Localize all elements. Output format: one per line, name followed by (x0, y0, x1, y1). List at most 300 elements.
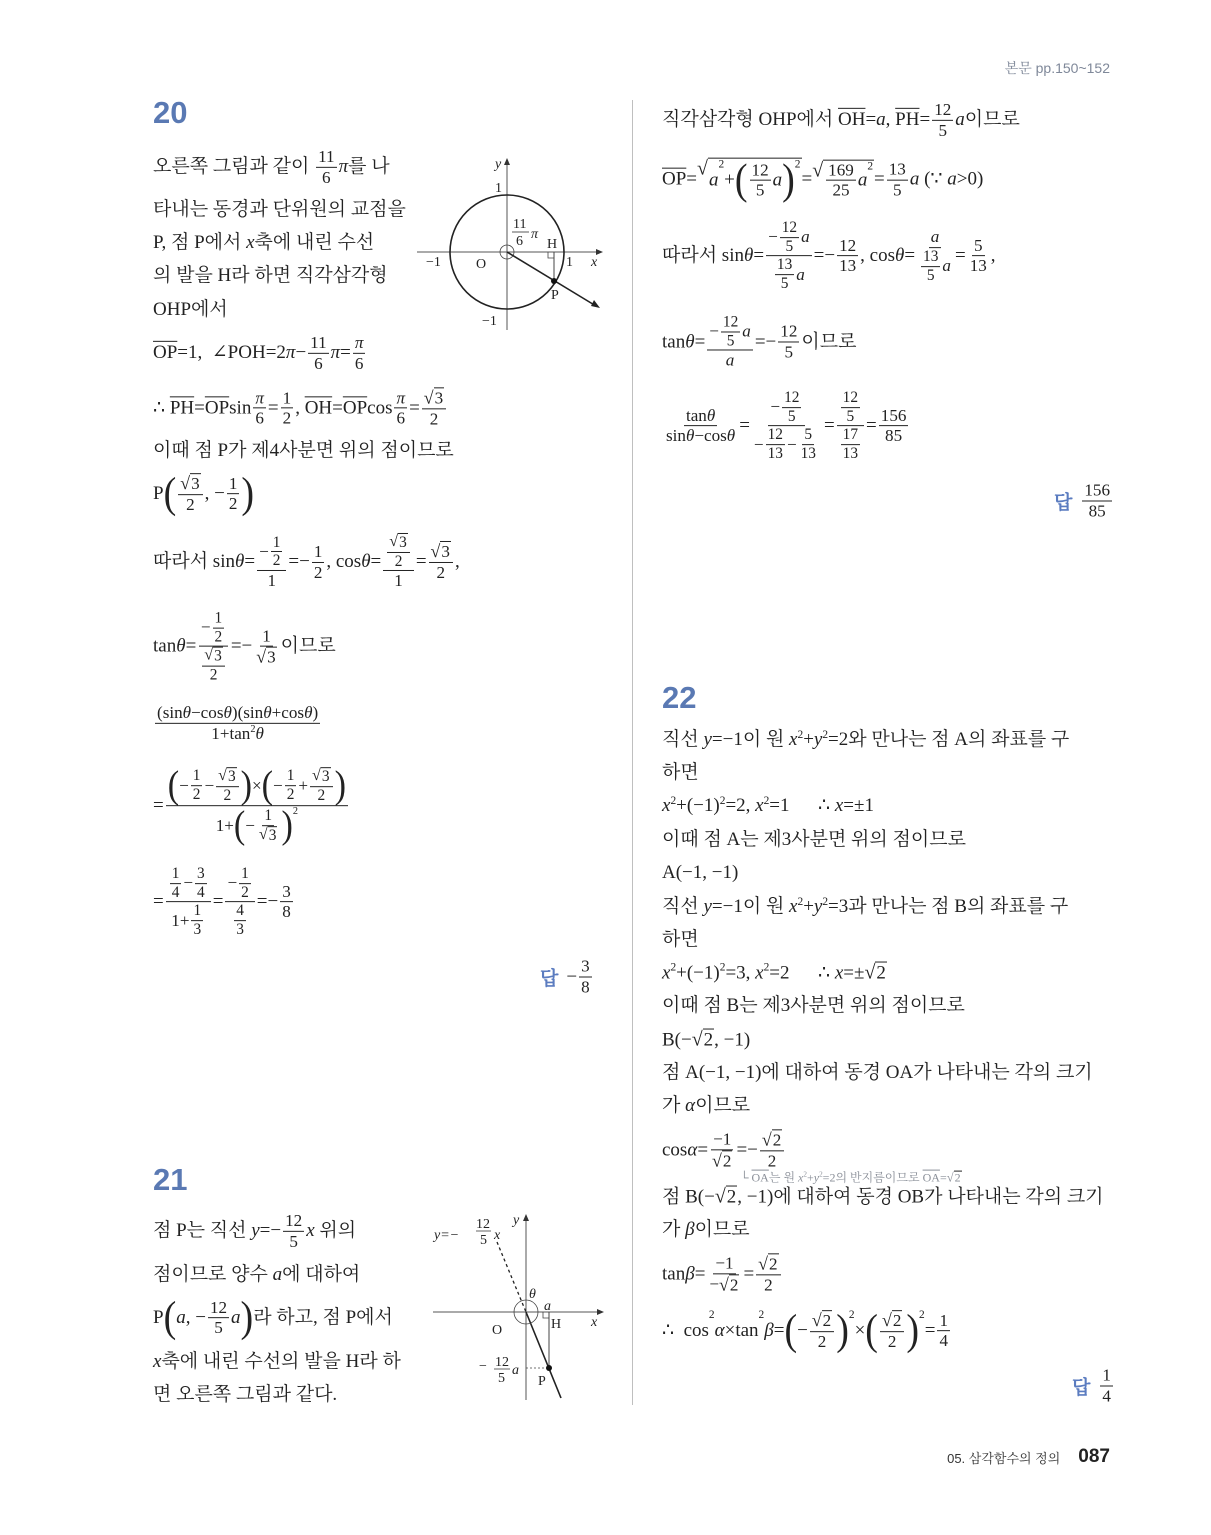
text-run: = (954, 245, 966, 267)
svg-text:π: π (531, 227, 539, 242)
radical-sign: √ (761, 1129, 772, 1150)
fraction-numerator (234, 903, 246, 922)
math-variable: y (703, 729, 712, 751)
math-variable: a (708, 169, 719, 191)
radical-sign: √ (180, 473, 191, 494)
fraction-numerator (760, 1129, 784, 1151)
fraction-denominator (883, 427, 904, 447)
text-run: 이때 점 B는 제3사분면 위의 점이므로 (662, 995, 965, 1017)
fraction-numerator (422, 387, 446, 409)
fraction-numerator (778, 322, 799, 343)
text-run: 하면 (662, 762, 699, 784)
svg-text:11: 11 (513, 217, 527, 232)
text-run: 1 (171, 865, 180, 883)
text-run: = (865, 109, 877, 131)
text-run: 2 (887, 1332, 897, 1351)
fraction-denominator (752, 427, 822, 463)
math-fraction (383, 533, 414, 591)
svg-text:1: 1 (495, 181, 502, 196)
math-fraction (429, 541, 453, 582)
text-run: −1 (715, 1253, 734, 1273)
text-run: =− (736, 1139, 758, 1161)
text-run: = (697, 1139, 709, 1161)
math-fraction (752, 389, 822, 463)
superscript: 2 (250, 723, 256, 735)
text-run: P (153, 483, 164, 505)
fraction-numerator (841, 389, 860, 408)
text-run: 6 (322, 167, 331, 187)
square-root (259, 826, 278, 845)
text-run: − (768, 227, 778, 247)
answer-label: 답 (540, 968, 559, 990)
fraction-numerator (937, 1311, 950, 1332)
text-run: − (753, 434, 764, 454)
fraction-numerator (711, 1129, 733, 1150)
overline-segment: $\overline{OP}$ (342, 397, 368, 419)
fraction-denominator (830, 181, 851, 201)
text-run: =2의 반지름이므로 (822, 1170, 923, 1185)
fraction-numerator (880, 1310, 904, 1332)
math-fraction (710, 1129, 734, 1170)
unit-circle-diagram (410, 150, 620, 340)
math-variable: a (176, 1307, 186, 1329)
text-run: 2 (876, 962, 886, 984)
text-run: 12 (751, 160, 769, 180)
radical-sign: √ (389, 532, 399, 550)
math-variable: a (796, 264, 805, 284)
superscript: 2 (822, 896, 829, 909)
text-run: 2 (892, 1311, 902, 1331)
text-run: = (753, 245, 765, 267)
fraction-numerator (826, 160, 856, 181)
text-run: 5 (785, 237, 794, 255)
text-run: = (194, 397, 205, 419)
radicand (726, 1186, 738, 1209)
superscript: 2 (797, 896, 804, 909)
text-run: 1 (264, 807, 273, 825)
text-run: = (370, 551, 382, 573)
fraction-numerator (972, 236, 985, 257)
text-run: 를 나 (348, 156, 390, 178)
math-fraction (227, 474, 240, 514)
fraction-denominator (184, 495, 197, 515)
math-variable: θ (263, 702, 272, 722)
radical-sign: √ (812, 159, 824, 182)
text-run: = (743, 1263, 755, 1285)
superscript: 2 (718, 158, 725, 171)
radicand (722, 1150, 733, 1171)
text-run: − (709, 1274, 720, 1294)
fraction-numerator (750, 160, 771, 181)
solution-line (153, 387, 448, 428)
text-run: = (694, 1263, 706, 1285)
text-run: A(−1, −1) (662, 862, 739, 884)
radicand (703, 1029, 715, 1052)
fraction-denominator (254, 647, 278, 668)
fraction-numerator (782, 389, 801, 408)
text-run: 12 (285, 1210, 303, 1230)
text-run: = (332, 397, 343, 419)
text-run: 5 (289, 1231, 298, 1251)
math-variable: a (876, 109, 886, 131)
fraction-denominator (725, 332, 737, 350)
text-run: 13 (800, 445, 816, 463)
fraction-numerator (283, 1211, 304, 1232)
text-run: 2 (209, 666, 218, 684)
math-variable: θ (223, 702, 232, 722)
solution-line (662, 795, 874, 817)
radicand (823, 159, 874, 200)
fraction-numerator (262, 807, 274, 826)
text-run: 2 (429, 409, 439, 428)
text-run: +cos (271, 702, 305, 722)
math-fraction (775, 257, 794, 293)
text-run: = (919, 109, 931, 131)
solution-line (662, 1095, 750, 1117)
point-P (551, 278, 557, 284)
fraction-numerator (810, 1310, 834, 1332)
solution-line (662, 389, 910, 463)
text-run: sin (666, 426, 686, 446)
fraction-denominator (198, 647, 229, 684)
math-variable: x (306, 1220, 315, 1242)
text-run: 2 (726, 1186, 737, 1208)
math-fraction (707, 313, 753, 370)
math-fraction (202, 647, 225, 684)
fraction-denominator (841, 445, 860, 463)
text-run: 12 (842, 389, 859, 407)
parenthesized-group (168, 766, 252, 805)
text-run: 이므로 (801, 331, 857, 353)
fraction-numerator (887, 160, 908, 181)
text-run: =−1이 원 (711, 729, 790, 751)
text-run: 점 A(−1, −1)에 대하여 동경 OA가 나타내는 각의 크기 (662, 1062, 1093, 1084)
text-run: − (295, 342, 307, 364)
text-run: B(− (662, 1029, 692, 1051)
math-fraction (353, 333, 366, 373)
y-axis-arrow-icon (523, 1214, 529, 1221)
text-run: 타내는 동경과 단위원의 교점을 (153, 199, 406, 221)
fraction-numerator (579, 957, 592, 978)
right-paren: ) (241, 468, 255, 518)
text-run: + (806, 1170, 814, 1185)
math-variable: a (772, 169, 783, 191)
fraction-numerator (239, 865, 251, 884)
math-variable: a (231, 1307, 241, 1329)
solution-line (662, 1305, 952, 1355)
text-run: P (153, 1307, 164, 1329)
math-variable: θ (176, 636, 186, 658)
math-fraction (191, 768, 203, 804)
text-run: 2 (228, 494, 238, 514)
radicand (772, 1129, 783, 1150)
solution-line (662, 1253, 783, 1294)
fraction-numerator (879, 406, 909, 427)
svg-text:θ: θ (529, 1287, 536, 1302)
solution-line (153, 333, 367, 373)
parenthesized-group (163, 468, 255, 518)
solution-line (153, 440, 454, 462)
radical-sign: √ (712, 1150, 722, 1170)
text-run: 12 (781, 219, 798, 237)
fraction-denominator (664, 427, 737, 447)
text-run: −cos (694, 426, 727, 446)
fraction-denominator (710, 1150, 734, 1171)
text-run: 2 (214, 628, 223, 646)
fraction-numerator (684, 406, 717, 427)
math-fraction (921, 248, 940, 284)
overline-segment: $\overline{OH}$ (304, 397, 333, 419)
fraction-numerator (191, 768, 203, 787)
svg-text:a: a (544, 1299, 551, 1314)
fraction-denominator (209, 724, 266, 744)
math-fraction (253, 388, 266, 428)
right-paren: ) (240, 764, 253, 807)
fraction-denominator (191, 786, 203, 804)
text-run: 13 (839, 256, 857, 276)
text-run: − (797, 1320, 808, 1342)
text-run: 는 원 (768, 1170, 799, 1185)
text-run: (sin (157, 702, 183, 722)
text-run: = (153, 795, 164, 817)
superscript: 2 (919, 1309, 925, 1322)
superscript: 2 (763, 795, 770, 808)
text-run: 1+ (171, 910, 190, 930)
text-run: 11 (318, 146, 335, 166)
math-fraction (195, 865, 207, 901)
text-run: 축에 내린 수선 (254, 232, 375, 254)
math-fraction (782, 389, 801, 425)
math-fraction (841, 389, 860, 425)
radicand (227, 767, 237, 786)
svg-text:x: x (591, 1315, 598, 1330)
fraction-numerator (775, 257, 794, 276)
solution-line (662, 1029, 750, 1052)
math-variable: θ (235, 551, 245, 573)
square-root (697, 155, 801, 204)
text-run: = (340, 342, 351, 364)
math-fraction (257, 807, 280, 844)
fraction-numerator (802, 427, 814, 446)
left-paren: ( (734, 155, 748, 204)
text-run: 1 (939, 1310, 948, 1330)
superscript: 2 (822, 729, 829, 742)
math-variable: θ (685, 331, 695, 353)
fraction-numerator (310, 767, 333, 787)
svg-text:6: 6 (516, 234, 523, 249)
math-fraction (579, 957, 592, 998)
math-fraction (664, 406, 737, 446)
text-run: tan (685, 405, 707, 425)
text-run: 8 (282, 902, 291, 922)
text-run: , (454, 551, 460, 573)
math-fraction (234, 903, 246, 939)
fraction-denominator (779, 275, 791, 293)
solution-line (662, 962, 887, 985)
fraction-denominator (1087, 502, 1108, 522)
text-run: 2 (703, 1029, 714, 1051)
svg-text:a: a (512, 1363, 519, 1378)
math-fraction (281, 388, 294, 428)
radicand (434, 387, 445, 408)
text-run: tan (662, 1263, 686, 1285)
text-run: 17 (842, 426, 859, 444)
math-fraction (316, 147, 336, 187)
fraction-denominator (213, 628, 225, 646)
fraction-numerator (285, 768, 297, 787)
fraction-numerator (257, 533, 286, 570)
fraction-numerator (271, 533, 283, 552)
text-run: − (709, 321, 719, 341)
math-variable: a (942, 256, 951, 276)
text-run: 6 (314, 353, 323, 373)
math-fraction (879, 406, 909, 446)
right-paren: ) (334, 764, 346, 807)
fraction-numerator (837, 236, 858, 257)
parenthesized-group (233, 804, 293, 848)
math-fraction (887, 160, 908, 200)
math-variable: β (685, 1263, 695, 1285)
text-run: 1 (394, 571, 403, 591)
solution-line (153, 610, 336, 685)
svg-text:5: 5 (498, 1371, 505, 1386)
solution-line (662, 1062, 1093, 1084)
text-run: 12 (209, 1297, 228, 1317)
text-run: tan (153, 636, 177, 658)
math-fraction (308, 333, 328, 373)
text-run: 12 (780, 321, 798, 341)
math-variable: π (255, 387, 264, 407)
text-run: =2 ∴ (769, 962, 835, 984)
text-run: =− (259, 1220, 282, 1242)
text-run: = (866, 415, 877, 437)
math-fraction (1082, 481, 1112, 522)
solution-line (740, 1171, 962, 1186)
text-run: 2 (769, 1254, 778, 1274)
text-run: └ (740, 1170, 752, 1185)
fraction-denominator (208, 667, 220, 685)
fraction-denominator (771, 257, 807, 293)
text-run: 2 (436, 563, 445, 582)
text-run: 3 (581, 956, 590, 976)
solution-line (662, 862, 738, 884)
fraction-numerator (921, 248, 940, 267)
text-run: 5 (846, 407, 855, 425)
text-run: 13 (767, 445, 783, 463)
solution-line (153, 1292, 393, 1342)
superscript: 2 (763, 961, 770, 974)
text-run: 4 (236, 902, 244, 920)
fraction-denominator (784, 238, 796, 256)
solution-line (662, 896, 1068, 918)
text-run: 5 (893, 180, 902, 200)
text-run: =− (256, 891, 279, 913)
text-run: 오른쪽 그림과 같이 (153, 156, 315, 178)
overline-segment: $\overline{PH}$ (895, 109, 920, 131)
math-fraction (166, 865, 211, 939)
radicand (213, 647, 223, 666)
math-variable: β (685, 1219, 695, 1241)
solution-line (153, 533, 460, 591)
math-variable: θ (706, 405, 716, 425)
radicand (954, 1171, 962, 1186)
superscript: 2 (292, 806, 298, 818)
text-run: 5 (787, 407, 796, 425)
fraction-numerator (429, 541, 453, 563)
text-run: +(−1) (676, 962, 720, 984)
text-run: 따라서 sin (153, 551, 235, 573)
fraction-numerator (316, 147, 336, 168)
fraction-denominator (353, 354, 366, 374)
math-fraction (837, 236, 858, 276)
parenthesized-group (262, 766, 346, 805)
text-run: 12 (767, 426, 783, 444)
math-variable: x (662, 795, 671, 817)
text-run: −cos (191, 702, 224, 722)
solution-line (153, 199, 406, 221)
fraction-denominator (212, 1319, 225, 1339)
math-variable: a (947, 169, 957, 191)
fraction-denominator (886, 1332, 899, 1352)
square-root (256, 647, 276, 668)
fraction-numerator (227, 474, 240, 495)
square-root (864, 962, 886, 985)
math-fraction (937, 1311, 950, 1351)
chapter-title: 05. 삼각함수의 정의 (947, 1450, 1061, 1466)
radicand (729, 1274, 740, 1295)
fraction-denominator (1100, 1387, 1113, 1407)
square-root (180, 473, 200, 494)
text-run: 5 (926, 266, 935, 284)
square-root (947, 1171, 962, 1186)
text-run: 1 (267, 570, 276, 590)
solution-line (662, 1219, 750, 1241)
solution-line (662, 929, 699, 951)
text-run: = (267, 397, 279, 419)
solution-line (662, 729, 1069, 751)
right-paren: ) (782, 155, 795, 204)
text-run: , (295, 397, 305, 419)
fraction-numerator (260, 626, 273, 647)
fraction-denominator (265, 571, 278, 591)
text-run: − (786, 434, 797, 454)
fraction-numerator (202, 647, 225, 667)
superscript: 2 (819, 1170, 823, 1179)
text-run: 3 (236, 921, 244, 939)
text-run: 3 (268, 827, 277, 845)
text-run: 5 (755, 181, 765, 200)
fraction-denominator (724, 351, 737, 371)
overline-segment: $\overline{OP}$ (153, 342, 178, 364)
radicand (875, 962, 887, 985)
text-run: 1 (1102, 1365, 1111, 1385)
radical-sign: √ (256, 647, 267, 667)
math-variable: θ (685, 426, 695, 446)
text-run: 12 (839, 235, 857, 255)
right-paren: ) (240, 1292, 254, 1342)
math-fraction (766, 219, 812, 293)
math-variable: π (354, 332, 364, 352)
fraction-denominator (936, 121, 949, 141)
page-footer (947, 1446, 1110, 1468)
radical-sign: √ (811, 1310, 822, 1331)
text-run: 2 (186, 495, 195, 514)
text-run: 3 (399, 533, 407, 551)
text-run: 2 (282, 408, 292, 428)
square-root (812, 1310, 832, 1331)
svg-text:5: 5 (480, 1233, 487, 1248)
radical-sign: √ (714, 1185, 726, 1208)
